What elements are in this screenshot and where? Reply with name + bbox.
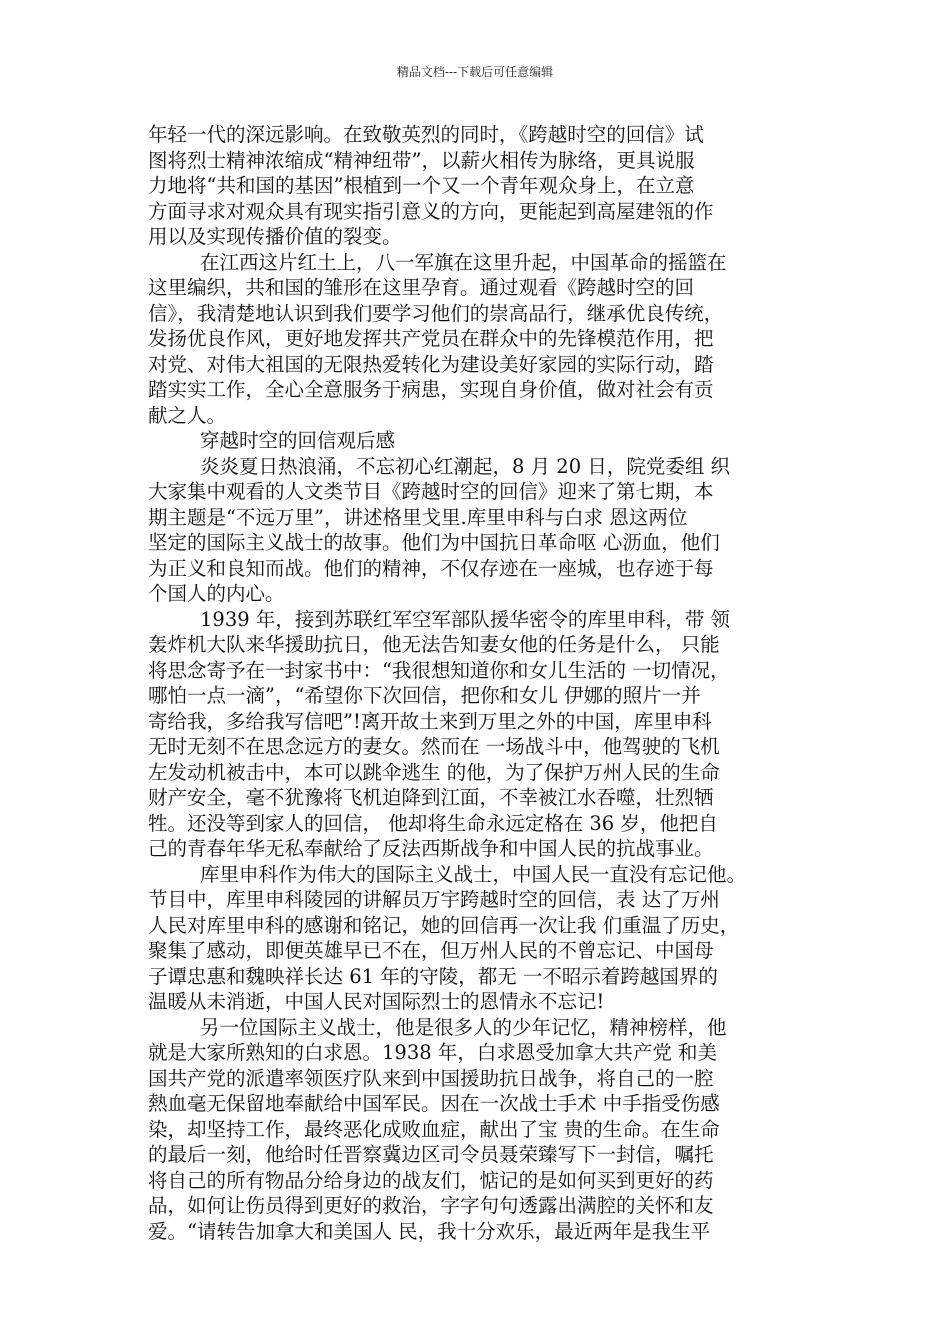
text-line: 己的青春年华无私奉献给了反法西斯战争和中国人民的抗战事业。 [148, 837, 714, 860]
text-line: 就是大家所熟知的白求恩。1938 年，白求恩受加拿大共产党 和美 [148, 1041, 718, 1064]
text-line: 这里编织，共和国的雏形在这里孕育。通过观看《跨越时空的回 [148, 276, 695, 299]
paragraph-first-line: 1939 年，接到苏联红军空军部队援华密令的库里申科，带 领 [200, 607, 731, 631]
text-line: 节目中，库里申科陵园的讲解员万宇跨越时空的回信，表 达了万州 [148, 888, 720, 911]
text-line: 无时无刻不在思念远方的妻女。然而在 一场战斗中，他驾驶的飞机 [148, 735, 720, 758]
text-line: 人民对库里申科的感谢和铭记，她的回信再一次让我 们重温了历史， [148, 913, 740, 937]
text-line: 献之人。 [148, 403, 227, 427]
text-line: 温暖从未消逝，中国人民对国际烈士的恩情永不忘记! [148, 990, 605, 1013]
text-line: 品，如何让伤员得到更好的救治，字字句句透露出满腔的关怀和友 [148, 1194, 714, 1217]
text-line: 爱。“请转告加拿大和美国人 民，我十分欢乐，最近两年是我生平 [148, 1219, 711, 1243]
text-line: 子谭忠惠和魏映祥长达 61 年的守陵，都无 一不昭示着跨越国界的 [148, 964, 718, 988]
paragraph-first-line: 库里申科作为伟大的国际主义战士，中国人民一直没有忘记他。 [200, 862, 747, 886]
text-line: 聚集了感动，即便英雄早已不在，但万州人民的不曾忘记、中国母 [148, 939, 714, 962]
text-line: 个国人的内心。 [148, 582, 285, 605]
text-line: 发扬优良作风，更好地发挥共产党员在群众中的先锋模范作用，把 [148, 327, 714, 350]
text-line: 左发动机被击中，本可以跳伞逃生 的他，为了保护万州人民的生命 [148, 760, 720, 784]
paragraph-first-line: 穿越时空的回信观后感 [200, 429, 396, 452]
text-line: 方面寻求对观众具有现实指引意义的方向，更能起到高屋建瓴的作 [148, 199, 714, 223]
text-line: 寄给我，多给我写信吧”!离开故土来到万里之外的中国，库里申科 [148, 709, 712, 733]
paragraph-first-line: 在江西这片红土上，八一军旗在这里升起，中国革命的摇篮在 [200, 250, 727, 274]
text-line: 期主题是“不远万里”，讲述格里戈里.库里申科与白求 恩这两位 [148, 505, 688, 529]
text-line: 大家集中观看的人文类节目《跨越时空的回信》迎来了第七期，本 [148, 480, 714, 503]
text-line: 染，却坚持工作，最终恶化成败血症，献出了宝 贵的生命。在生命 [148, 1117, 720, 1141]
text-line: 熱血毫无保留地奉献给中国军民。因在一次战士手术 中手指受伤感 [148, 1092, 720, 1115]
text-line: 财产安全，毫不犹豫将飞机迫降到江面，不幸被江水吞噬，壮烈牺 [148, 786, 714, 809]
text-line: 哪怕一点一滴”，“希望你下次回信，把你和女儿 伊娜的照片一并 [148, 684, 701, 707]
page-header: 精品文档---下载后可任意编辑 [396, 65, 554, 79]
text-line: 用以及实现传播价值的裂变。 [148, 225, 402, 248]
text-line: 牲。还没等到家人的回信， 他却将生命永远定格在 36 岁，他把自 [148, 811, 718, 835]
text-line: 信》，我清楚地认识到我们要学习他们的崇高品行，继承优良传统， [148, 301, 724, 325]
text-line: 年轻一代的深远影响。在致敬英烈的同时，《跨越时空的回信》试 [148, 123, 704, 146]
text-line: 踏实实工作，全心全意服务于病患，实现自身价值，做对社会有贡 [148, 378, 714, 401]
text-line: 坚定的国际主义战士的故事。他们为中国抗日革命呕 心沥血，他们 [148, 531, 720, 554]
text-line: 对党、对伟大祖国的无限热爱转化为建设美好家园的实际行动，踏 [148, 352, 714, 376]
text-line: 将思念寄予在一封家书中：“我很想知道你和女儿生活的 一切情况， [148, 658, 730, 682]
text-line: 将自己的所有物品分给身边的战友们，惦记的是如何买到更好的药 [148, 1168, 714, 1192]
paragraph-first-line: 炎炎夏日热浪涌，不忘初心红潮起，8 月 20 日，院党委组 织 [200, 454, 731, 478]
text-line: 力地将“共和国的基因”根植到一个又一个青年观众身上，在立意 [148, 174, 695, 197]
text-line: 的最后一刻，他给时任晋察冀边区司令员聂荣臻写下一封信，嘱托 [148, 1143, 714, 1166]
document-body [148, 122, 808, 1244]
text-line: 图将烈士精神浓缩成“精神纽带”，以薪火相传为脉络，更具说服 [148, 148, 695, 172]
text-line: 国共产党的派遣率领医疗队来到中国援助抗日战争，将自己的一腔 [148, 1066, 714, 1090]
paragraph-first-line: 另一位国际主义战士，他是很多人的少年记忆，精神榜样，他 [200, 1015, 727, 1039]
text-line: 轰炸机大队来华援助抗日，他无法告知妻女他的任务是什么， 只能 [148, 633, 720, 656]
text-line: 为正义和良知而战。他们的精神，不仅存迹在一座城，也存迹于每 [148, 556, 714, 580]
